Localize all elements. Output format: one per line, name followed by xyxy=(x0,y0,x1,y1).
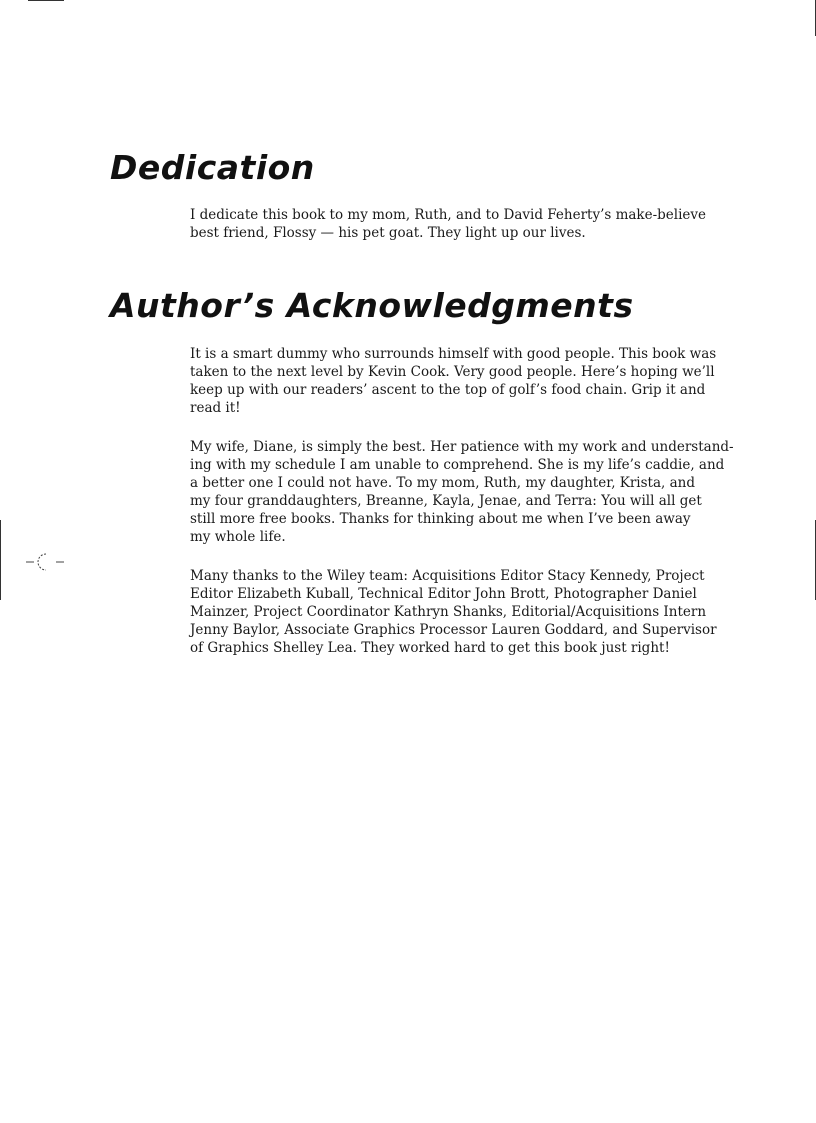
dedication-paragraph xyxy=(190,206,710,242)
text-line: ing with my schedule I am unable to comprehend. She is my life’s caddie, and xyxy=(190,457,725,473)
text-line: I dedicate this book to my mom, Ruth, and to David Feherty’s make-believe xyxy=(190,207,707,223)
crop-mark-top-left xyxy=(28,0,64,1)
text-line: of Graphics Shelley Lea. They worked hard to get this book just right! xyxy=(190,640,670,656)
text-line: Many thanks to the Wiley team: Acquisitions Editor Stacy Kennedy, Project xyxy=(190,568,705,584)
acknowledgments-paragraph-1 xyxy=(190,345,717,417)
acknowledgments-paragraph-3 xyxy=(190,567,717,657)
text-line: Jenny Baylor, Associate Graphics Processor Lauren Goddard, and Supervisor xyxy=(190,622,717,638)
text-line: best friend, Flossy — his pet goat. They light up our lives. xyxy=(190,225,586,241)
text-line: My wife, Diane, is simply the best. Her patience with my work and understand- xyxy=(190,439,734,455)
text-line: Editor Elizabeth Kuball, Technical Editor John Brott, Photographer Daniel xyxy=(190,586,697,602)
text-line: It is a smart dummy who surrounds himself with good people. This book was xyxy=(190,346,717,362)
text-line: my four granddaughters, Breanne, Kayla, Jenae, and Terra: You will all get xyxy=(190,493,702,509)
text-line: a better one I could not have. To my mom, Ruth, my daughter, Krista, and xyxy=(190,475,695,491)
text-line: keep up with our readers’ ascent to the top of golf’s food chain. Grip it and xyxy=(190,382,706,398)
crop-registration-icon xyxy=(26,551,66,573)
text-line: taken to the next level by Kevin Cook. Very good people. Here’s hoping we’ll xyxy=(190,364,715,380)
crop-mark-left xyxy=(0,520,1,600)
acknowledgments-heading: Author’s Acknowledgments xyxy=(110,286,634,325)
text-line: still more free books. Thanks for thinking about me when I’ve been away xyxy=(190,511,691,527)
text-line: Mainzer, Project Coordinator Kathryn Shanks, Editorial/Acquisitions Intern xyxy=(190,604,707,620)
text-line: read it! xyxy=(190,400,241,416)
acknowledgments-paragraph-2 xyxy=(190,438,734,546)
text-line: my whole life. xyxy=(190,529,286,545)
dedication-heading: Dedication xyxy=(110,148,315,187)
